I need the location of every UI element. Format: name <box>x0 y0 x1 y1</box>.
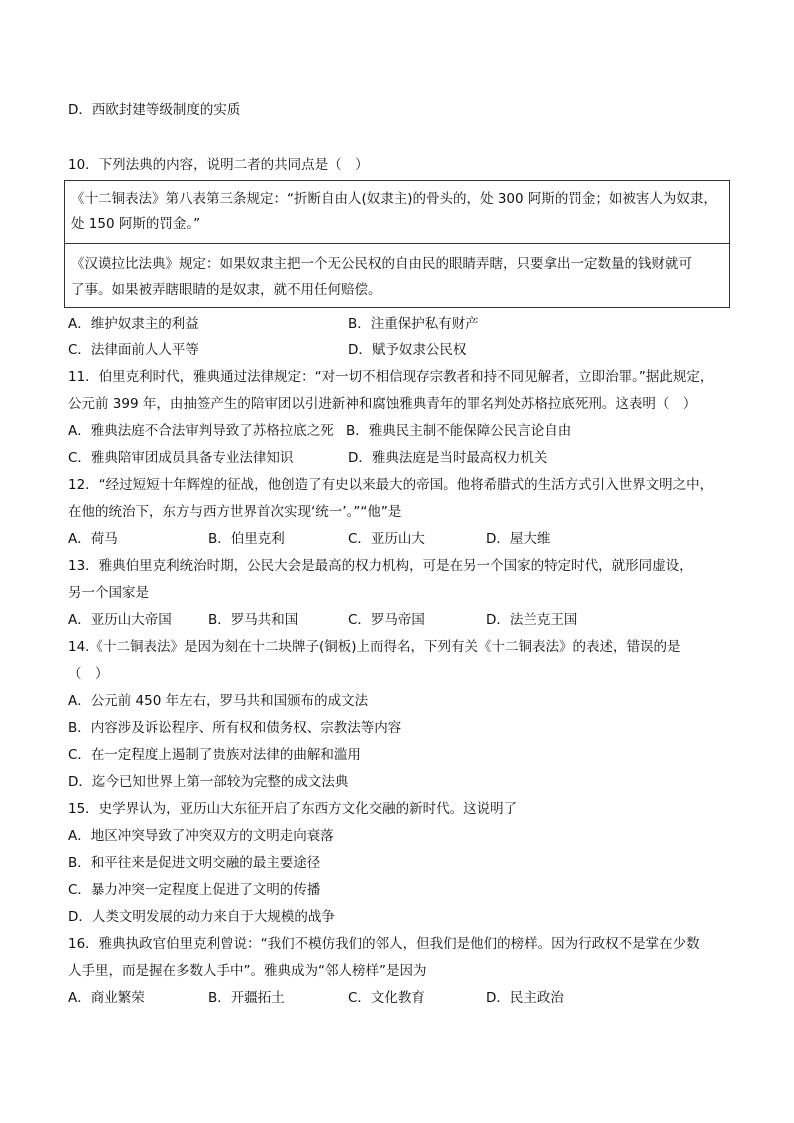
q10-option-a: A．维护奴隶主的利益 <box>68 316 199 332</box>
q10-source-table <box>64 180 730 308</box>
q16-option-b: B．开疆拓土 <box>208 990 285 1006</box>
q14-stem-line2: （ ） <box>68 666 109 682</box>
q15-option-b: B．和平往来是促进文明交融的最主要途径 <box>68 855 321 871</box>
q16-stem-line2: 人手里，而是握在多数人手中”。雅典成为“邻人榜样”是因为 <box>68 963 427 979</box>
q10-option-c: C．法律面前人人平等 <box>68 342 199 358</box>
table-divider <box>65 243 729 244</box>
q12-option-d: D．屋大维 <box>486 531 551 547</box>
q16-option-d: D．民主政治 <box>486 990 564 1006</box>
q11-option-a: A．雅典法庭不合法审判导致了苏格拉底之死 <box>68 423 334 439</box>
q10-table-row1-line2: 处 150 阿斯的罚金。” <box>71 216 201 232</box>
q12-stem-line1: 12．“经过短短十年辉煌的征战，他创造了有史以来最大的帝国。他将希腊式的生活方式引入世界文明之中， <box>68 477 714 493</box>
q10-table-row2-line1: 《汉谟拉比法典》规定：如果奴隶主把一个无公民权的自由民的眼睛弄瞎，只要拿出一定数量的钱财就可 <box>71 256 692 272</box>
q14-option-b: B．内容涉及诉讼程序、所有权和债务权、宗教法等内容 <box>68 720 402 736</box>
q14-option-c: C．在一定程度上遏制了贵族对法律的曲解和滥用 <box>68 747 361 763</box>
q12-option-c: C．亚历山大 <box>348 531 425 547</box>
q12-option-b: B．伯里克利 <box>208 531 285 547</box>
q13-option-b: B．罗马共和国 <box>208 612 299 628</box>
q16-stem-line1: 16．雅典执政官伯里克利曾说：“我们不模仿我们的邻人，但我们是他们的榜样。因为行政权不是掌在少数 <box>68 936 700 952</box>
q10-option-d: D．赋予奴隶公民权 <box>348 342 467 358</box>
q10-option-b: B．注重保护私有财产 <box>348 316 479 332</box>
q16-option-a: A．商业繁荣 <box>68 990 145 1006</box>
q11-stem-line1: 11．伯里克利时代，雅典通过法律规定：“对一切不相信现存宗教者和持不同见解者，立即治罪。”据此规定， <box>68 369 714 385</box>
q13-option-d: D．法兰克王国 <box>486 612 578 628</box>
q10-table-row2-line2: 了事。如果被弄瞎眼睛的是奴隶，就不用任何赔偿。 <box>71 282 382 298</box>
q11-option-d: D．雅典法庭是当时最高权力机关 <box>348 450 548 466</box>
q15-stem: 15．史学界认为，亚历山大东征开启了东西方文化交融的新时代。这说明了 <box>68 801 518 817</box>
q14-option-d: D．迄今已知世界上第一部较为完整的成文法典 <box>68 774 349 790</box>
q10-table-row1-line1: 《十二铜表法》第八表第三条规定：“折断自由人(奴隶主)的骨头的，处 300 阿斯的罚金；如被害人为奴隶， <box>71 191 717 207</box>
q14-stem-line1: 14.《十二铜表法》是因为刻在十二块牌子(铜板)上而得名，下列有关《十二铜表法》的表述，错误的是 <box>68 639 681 655</box>
q11-option-b: B．雅典民主制不能保障公民言论自由 <box>346 423 572 439</box>
q13-option-a: A．亚历山大帝国 <box>68 612 172 628</box>
q12-stem-line2: 在他的统治下，东方与西方世界首次实现‘统一’。”“他”是 <box>68 504 402 520</box>
q13-option-c: C．罗马帝国 <box>348 612 425 628</box>
q9-option-d: D．西欧封建等级制度的实质 <box>68 102 241 118</box>
q10-stem: 10．下列法典的内容，说明二者的共同点是（ ） <box>68 157 369 173</box>
q15-option-a: A．地区冲突导致了冲突双方的文明走向衰落 <box>68 828 334 844</box>
q13-stem-line1: 13．雅典伯里克利统治时期，公民大会是最高的权力机构，可是在另一个国家的特定时代，就形同虚设， <box>68 558 693 574</box>
q15-option-d: D．人类文明发展的动力来自于大规模的战争 <box>68 909 335 925</box>
q15-option-c: C．暴力冲突一定程度上促进了文明的传播 <box>68 882 321 898</box>
q11-stem-line2: 公元前 399 年，由抽签产生的陪审团以引进新神和腐蚀雅典青年的罪名判处苏格拉底死刑。这表明（ ） <box>68 396 697 412</box>
q14-option-a: A．公元前 450 年左右，罗马共和国颁布的成文法 <box>68 693 369 709</box>
q11-option-c: C．雅典陪审团成员具备专业法律知识 <box>68 450 294 466</box>
q12-option-a: A．荷马 <box>68 531 118 547</box>
q13-stem-line2: 另一个国家是 <box>68 585 149 601</box>
q16-option-c: C．文化教育 <box>348 990 425 1006</box>
